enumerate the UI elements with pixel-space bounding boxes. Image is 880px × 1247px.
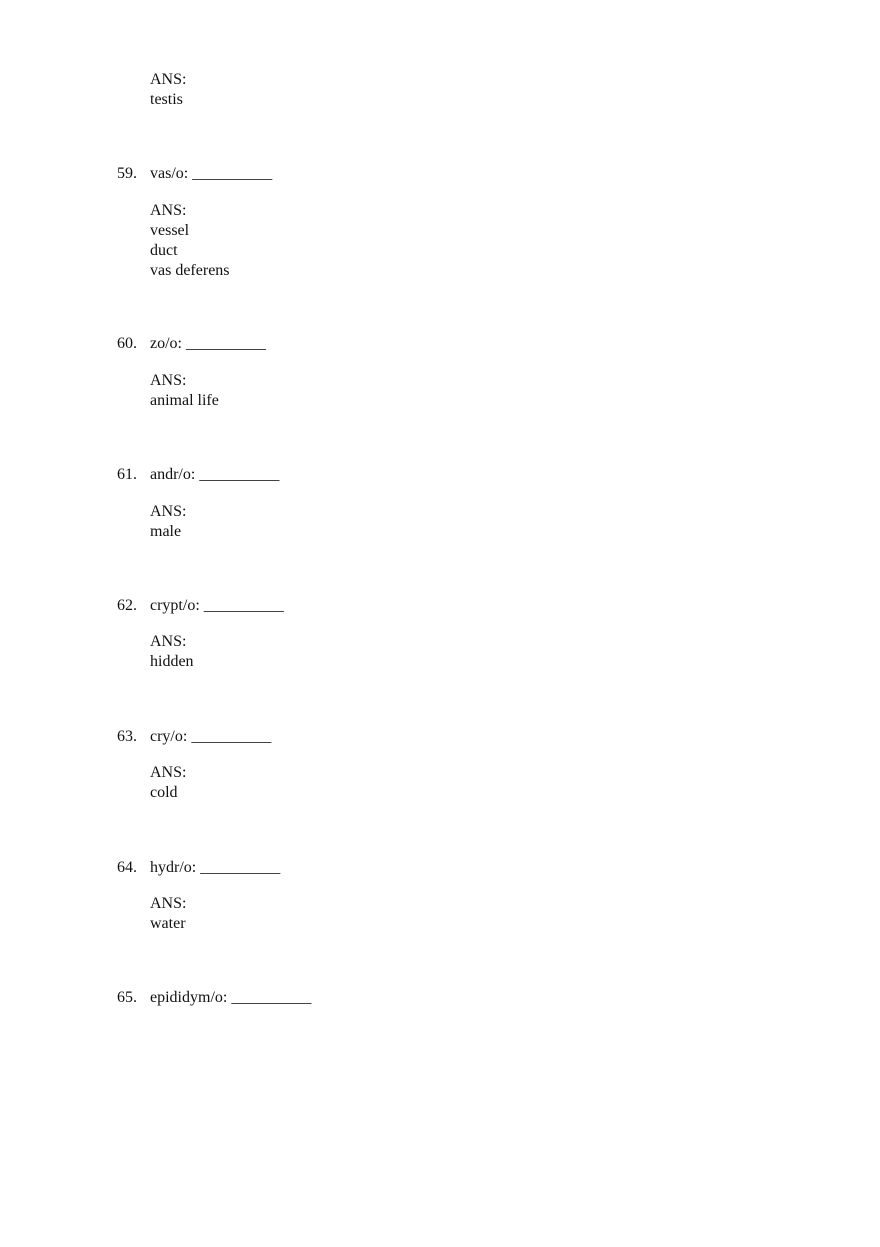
answer-blank: __________ xyxy=(186,335,266,352)
question-63 xyxy=(117,727,271,747)
answer-label: ANS: xyxy=(150,372,187,389)
question-term: andr/o: xyxy=(150,466,196,483)
question-number: 60. xyxy=(117,335,137,352)
answer-line: animal life xyxy=(150,392,219,409)
answer-blank: __________ xyxy=(199,466,280,483)
answer-line: hidden xyxy=(150,653,194,670)
question-number: 64. xyxy=(117,859,137,876)
answer-block-59 xyxy=(150,201,230,281)
answer-line: vessel xyxy=(150,222,190,239)
answer-line: duct xyxy=(150,242,178,259)
answer-blank: __________ xyxy=(203,597,284,614)
question-number: 61. xyxy=(117,466,137,483)
question-64 xyxy=(117,858,280,878)
answer-label: ANS: xyxy=(150,764,187,781)
question-term: cry/o: xyxy=(150,728,188,745)
question-59 xyxy=(117,164,272,184)
question-62 xyxy=(117,596,284,616)
answer-label: ANS: xyxy=(150,503,187,520)
question-60 xyxy=(117,334,266,354)
question-number: 62. xyxy=(117,597,137,614)
answer-line: testis xyxy=(150,91,183,108)
answer-blank: __________ xyxy=(191,728,272,745)
answer-line: water xyxy=(150,915,186,932)
question-65 xyxy=(117,988,311,1008)
answer-block-62 xyxy=(150,632,194,672)
answer-block-64 xyxy=(150,894,186,934)
question-number: 63. xyxy=(117,728,137,745)
answer-label: ANS: xyxy=(150,633,187,650)
answer-block-63 xyxy=(150,763,186,803)
answer-block-58 xyxy=(150,70,186,110)
answer-block-60 xyxy=(150,371,219,411)
answer-block-61 xyxy=(150,502,186,542)
answer-line: vas deferens xyxy=(150,262,230,279)
question-term: hydr/o: xyxy=(150,859,197,876)
question-term: vas/o: xyxy=(150,165,189,182)
answer-line: cold xyxy=(150,784,178,801)
answer-blank: __________ xyxy=(231,989,312,1006)
answer-blank: __________ xyxy=(192,165,273,182)
question-61 xyxy=(117,465,279,485)
question-number: 59. xyxy=(117,165,137,182)
answer-label: ANS: xyxy=(150,895,187,912)
question-term: epididym/o: xyxy=(150,989,228,1006)
answer-label: ANS: xyxy=(150,71,187,88)
answer-label: ANS: xyxy=(150,202,187,219)
question-term: zo/o: xyxy=(150,335,182,352)
answer-line: male xyxy=(150,523,182,540)
question-term: crypt/o: xyxy=(150,597,200,614)
question-number: 65. xyxy=(117,989,137,1006)
answer-blank: __________ xyxy=(200,859,281,876)
